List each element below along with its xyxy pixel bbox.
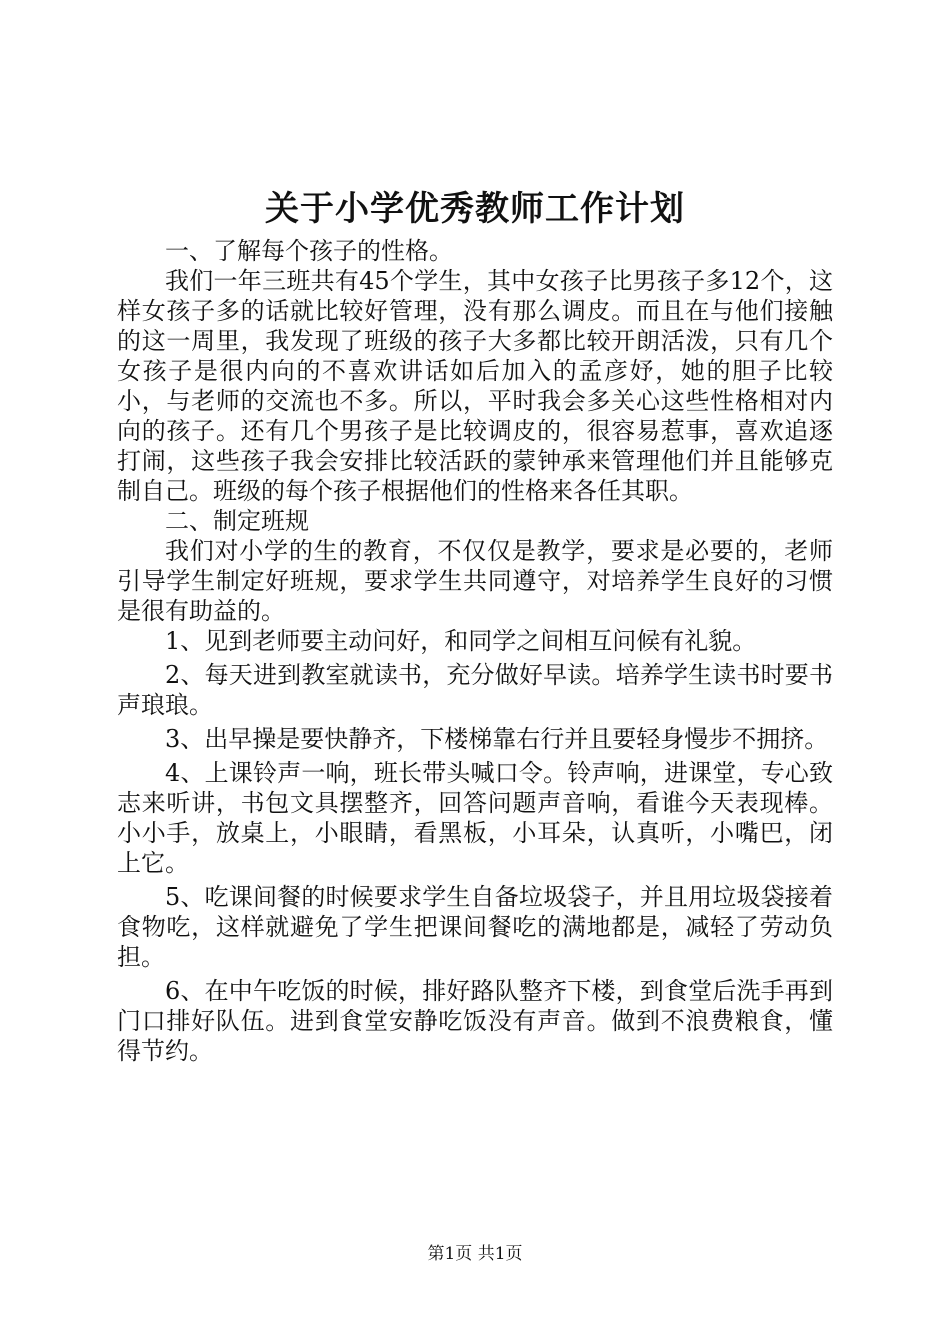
rule-item-6: 6、在中午吃饭的时候，排好路队整齐下楼，到食堂后洗手再到门口排好队伍。进到食堂安静吃饭没有声音。做到不浪费粮食，懂得节约。 bbox=[117, 977, 833, 1065]
rule-item-1: 1、见到老师要主动问好，和同学之间相互问候有礼貌。 bbox=[165, 627, 757, 655]
paragraph-class-personality: 我们一年三班共有45个学生，其中女孩子比男孩子多12个，这样女孩子多的话就比较好管理，没有那么调皮。而且在与他们接触的这一周里，我发现了班级的孩子大多都比较开朗活泼，只有几个女孩子是很内向的不喜欢讲话如后加入的孟彦妤，她的胆子比较小，与老师的交流也不多。所以，平时我会多关心这些性格相对内向的孩子。还有几个男孩子是比较调皮的，很容易惹事，喜欢追逐打闹，这些孩子我会安排比较活跃的蒙钟承来管理他们并且能够克制自己。班级的每个孩子根据他们的性格来各任其职。 bbox=[117, 267, 833, 505]
section-heading-1: 一、了解每个孩子的性格。 bbox=[165, 237, 453, 265]
rule-item-2: 2、每天进到教室就读书，充分做好早读。培养学生读书时要书声琅琅。 bbox=[117, 661, 833, 719]
rule-item-5: 5、吃课间餐的时候要求学生自备垃圾袋子，并且用垃圾袋接着食物吃，这样就避免了学生把课间餐吃的满地都是，减轻了劳动负担。 bbox=[117, 883, 833, 971]
document-body bbox=[117, 236, 833, 1066]
rule-item-4: 4、上课铃声一响，班长带头喊口令。铃声响，进课堂，专心致志来听讲，书包文具摆整齐，回答问题声音响，看谁今天表现棒。小小手，放桌上，小眼睛，看黑板，小耳朵，认真听，小嘴巴，闭上它。 bbox=[117, 759, 833, 877]
section-heading-2: 二、制定班规 bbox=[165, 507, 309, 535]
paragraph-class-rules-intro: 我们对小学的生的教育，不仅仅是教学，要求是必要的，老师引导学生制定好班规，要求学生共同遵守，对培养学生良好的习惯是很有助益的。 bbox=[117, 537, 833, 625]
document-title: 关于小学优秀教师工作计划 bbox=[265, 189, 685, 229]
rule-item-3: 3、出早操是要快静齐，下楼梯靠右行并且要轻身慢步不拥挤。 bbox=[165, 725, 829, 753]
page-footer: 第1页 共1页 bbox=[427, 1244, 523, 1264]
